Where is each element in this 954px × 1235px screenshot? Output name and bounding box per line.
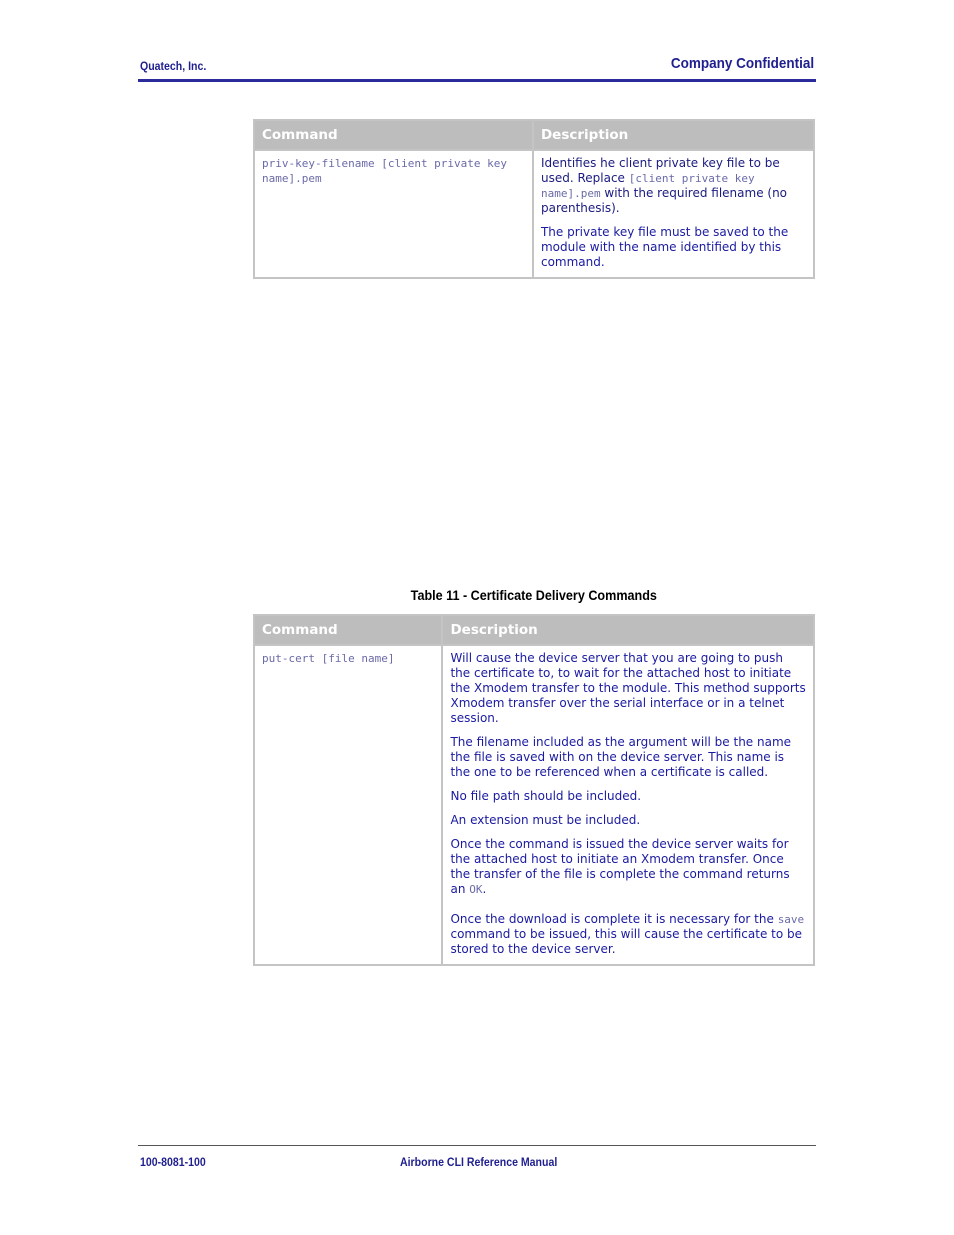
description-cell bbox=[533, 150, 814, 278]
header-confidential: Company Confidential bbox=[670, 55, 814, 72]
command-cell bbox=[254, 150, 533, 278]
table-header-row bbox=[254, 120, 814, 150]
private-key-command-table bbox=[253, 119, 815, 279]
column-header-command: Command bbox=[254, 615, 442, 645]
description-paragraph: The filename included as the argument will be the name the file is saved with on the device server. This name is the one to be referenced when a certificate is called. bbox=[450, 735, 792, 779]
description-paragraph: The private key file must be saved to the module with the name identified by this command. bbox=[540, 225, 789, 269]
description-paragraph: An extension must be included. bbox=[450, 813, 641, 827]
inline-code: [client private key name].pem bbox=[540, 172, 755, 200]
header-company: Quatech, Inc. bbox=[140, 59, 207, 73]
table-row bbox=[254, 645, 814, 965]
command-text: priv-key-filename [client private key name].pem bbox=[262, 157, 508, 185]
description-paragraph: Once the command is issued the device server waits for the attached host to initiate an Xmodem transfer. Once the transfer of the file is complete the command returns an OK. bbox=[450, 837, 790, 896]
description-paragraph: Identifies he client private key file to be used. Replace [client private key name].pem with the required filename (no parenthesis). bbox=[540, 156, 788, 215]
table-row bbox=[254, 150, 814, 278]
footer-manual-title: Airborne CLI Reference Manual bbox=[400, 1155, 558, 1169]
inline-code: save bbox=[777, 913, 805, 926]
header-divider bbox=[138, 79, 816, 82]
table-caption: Table 11 - Certificate Delivery Commands bbox=[410, 587, 658, 603]
footer-divider bbox=[138, 1145, 816, 1146]
column-header-description: Description bbox=[442, 615, 814, 645]
description-paragraph: Will cause the device server that you are going to push the certificate to, to wait for the attached host to initiate the Xmodem transfer to the module. This method supports Xmodem transfer over the serial interface or in a telnet session. bbox=[450, 651, 806, 725]
column-header-description: Description bbox=[533, 120, 814, 150]
description-cell bbox=[442, 645, 814, 965]
command-text: put-cert [file name] bbox=[262, 652, 395, 665]
table-header-row bbox=[254, 615, 814, 645]
footer-doc-number: 100-8081-100 bbox=[140, 1155, 206, 1169]
description-paragraph: Once the download is complete it is necessary for the save command to be issued, this will cause the certificate to be stored to the device server. bbox=[450, 912, 805, 956]
command-cell bbox=[254, 645, 442, 965]
description-paragraph: No file path should be included. bbox=[450, 789, 642, 803]
inline-code: OK bbox=[469, 883, 483, 896]
column-header-command: Command bbox=[254, 120, 533, 150]
certificate-delivery-command-table bbox=[253, 614, 815, 966]
